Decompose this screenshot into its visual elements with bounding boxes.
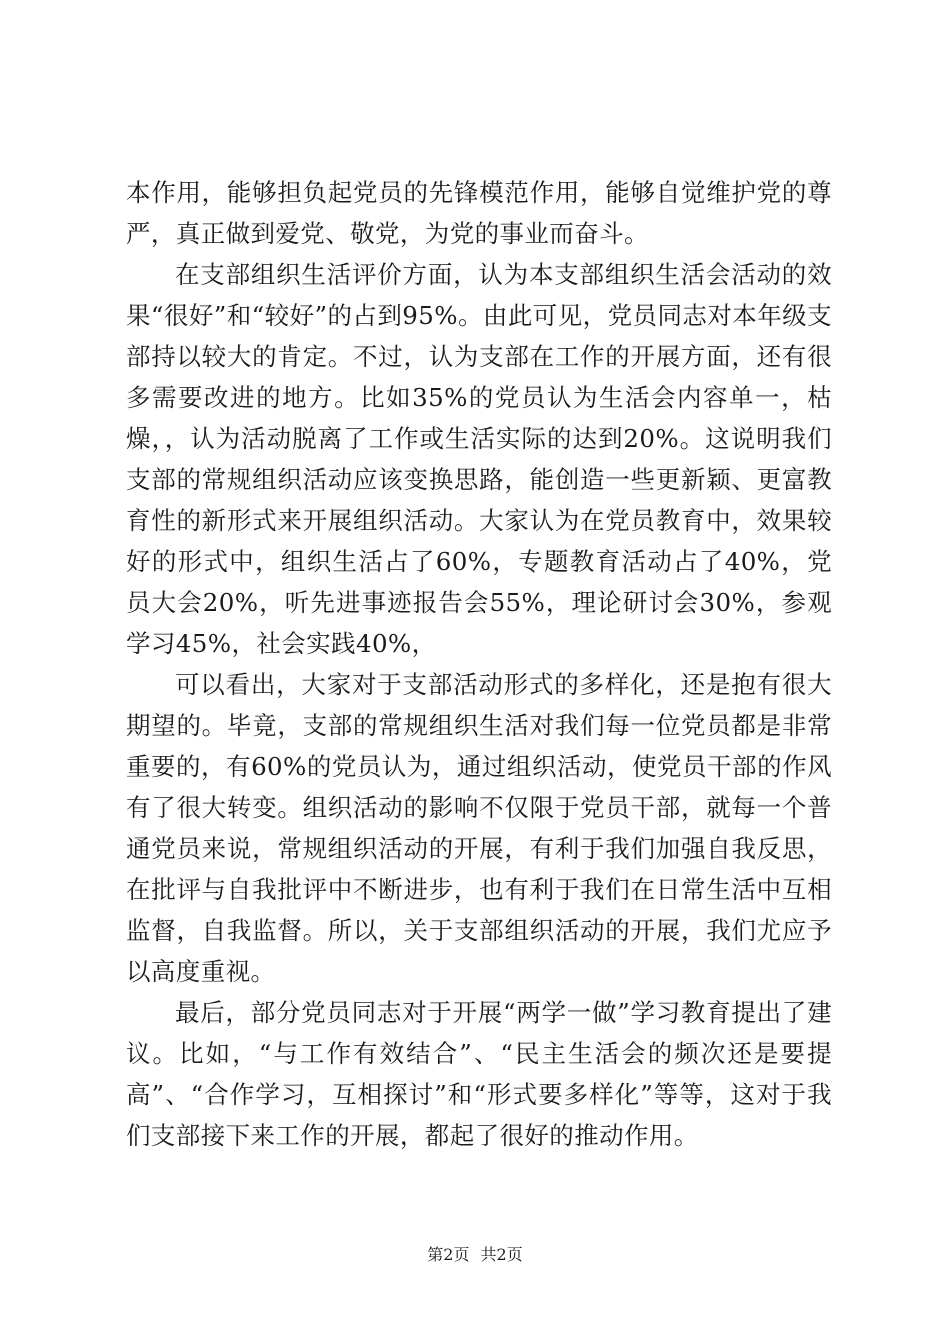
page-footer	[0, 1244, 950, 1266]
paragraph-2: 在支部组织生活评价方面，认为本支部组织生活会活动的效果“很好”和“较好”的占到95%。由此可见，党员同志对本年级支部持以较大的肯定。不过，认为支部在工作的开展方面，还有很多需要改进的地方。比如35%的党员认为生活会内容单一，枯燥，，认为活动脱离了工作或生活实际的达到20%。这说明我们支部的常规组织活动应该变换思路，能创造一些更新颖、更富教育性的新形式来开展组织活动。大家认为在党员教育中，效果较好的形式中，组织生活占了60%，专题教育活动占了40%，党员大会20%，听先进事迹报告会55%，理论研讨会30%，参观学习45%，社会实践40%，	[126, 260, 832, 658]
page-number: 第2页	[427, 1245, 470, 1264]
page-total: 共2页	[480, 1245, 523, 1264]
paragraph-1: 本作用，能够担负起党员的先锋模范作用，能够自觉维护党的尊严，真正做到爱党、敬党，为党的事业而奋斗。	[126, 178, 832, 248]
document-body	[126, 172, 832, 1156]
paragraph-3: 可以看出，大家对于支部活动形式的多样化，还是抱有很大期望的。毕竟，支部的常规组织生活对我们每一位党员都是非常重要的，有60%的党员认为，通过组织活动，使党员干部的作风有了很大转变。组织活动的影响不仅限于党员干部，就每一个普通党员来说，常规组织活动的开展，有利于我们加强自我反思，在批评与自我批评中不断进步，也有利于我们在日常生活中互相监督，自我监督。所以，关于支部组织活动的开展，我们尤应予以高度重视。	[126, 670, 832, 986]
paragraph-4: 最后，部分党员同志对于开展“两学一做”学习教育提出了建议。比如，“与工作有效结合”、“民主生活会的频次还是要提高”、“合作学习，互相探讨”和“形式要多样化”等等，这对于我们支部接下来工作的开展，都起了很好的推动作用。	[126, 998, 832, 1150]
